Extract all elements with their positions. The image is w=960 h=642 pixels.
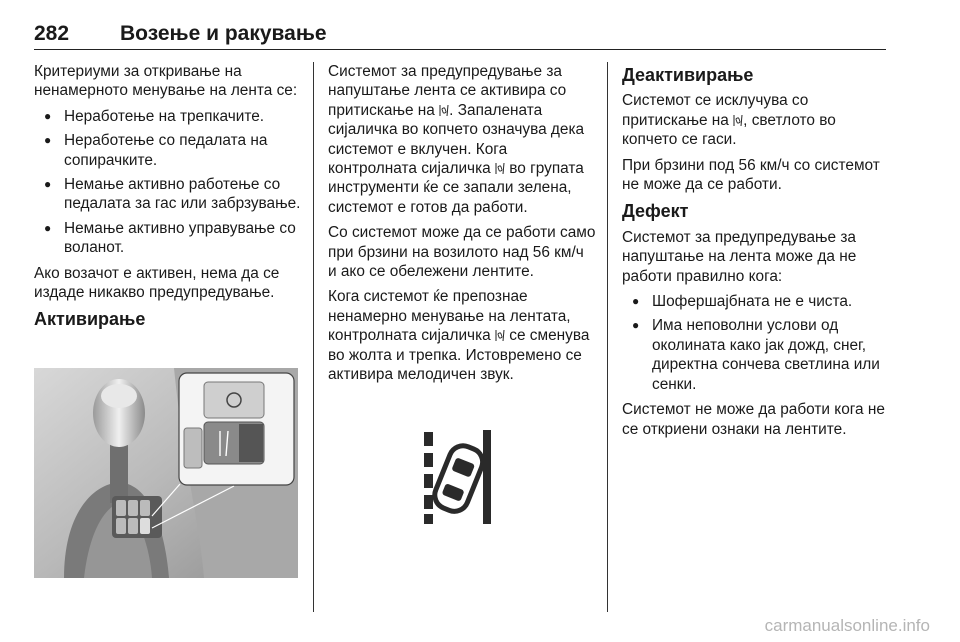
criteria-list — [34, 107, 302, 258]
lane-departure-icon — [439, 104, 449, 117]
gear-shifter-photo — [34, 368, 298, 578]
lane-departure-icon — [733, 114, 743, 127]
criteria-intro: Критериуми за откривање на ненамерното менување на лента се: — [34, 63, 298, 100]
deactivation-paragraph — [622, 91, 890, 149]
section-heading-fault: Дефект — [622, 201, 689, 222]
list-item: ● Немање активно управување со воланот. — [34, 219, 302, 258]
lane-departure-icon — [495, 162, 505, 175]
deactivation-text-a: Системот се исклучува со притискање на — [622, 92, 809, 129]
page-title: Возење и ракување — [120, 22, 327, 45]
column-divider — [313, 62, 314, 612]
column-3 — [622, 62, 890, 445]
column-2 — [328, 62, 596, 391]
activation-text-a: Системот за предупредување за напуштање лента се активира со притискање на — [328, 63, 567, 119]
low-speed-paragraph: При брзини под 56 км/ч со системот не може да се работи. — [622, 156, 880, 194]
deactivation-text-b: , светлото во копчето се гаси. — [622, 111, 836, 149]
list-item: ● Неработење со педалата на сопирачките. — [34, 131, 302, 170]
page-number: 282 — [34, 22, 70, 45]
section-heading-deactivation: Деактивирање — [622, 65, 754, 85]
list-item: ● Неработење на трепкачите. — [34, 107, 302, 126]
list-item: ● Шофершајбната не е чиста. — [622, 292, 890, 311]
lane-departure-warning-diagram — [330, 426, 592, 528]
header-rule — [34, 49, 886, 50]
fault-list — [622, 292, 890, 394]
activation-text-b: . Запалената сијаличка во копчето означува дека системот е вклучен. Кога контролната сијаличка — [328, 101, 585, 178]
lane-departure-icon — [495, 329, 505, 342]
speed-condition-paragraph: Со системот може да се работи само при брзини на возилото над 56 км/ч и ако се обележени лентите. — [328, 224, 596, 281]
page-header — [34, 22, 886, 50]
list-item: ● Има неповолни услови од околината како јак дожд, снег, директна сончева светлина или сенки. — [622, 316, 890, 394]
column-1 — [34, 62, 302, 336]
section-heading-activation: Активирање — [34, 309, 146, 330]
watermark: carmanualsonline.info — [764, 616, 930, 635]
activation-paragraph — [328, 62, 596, 217]
warning-text-a: Кога системот ќе препознае ненамерно менување на лентата, контролната сијаличка — [328, 288, 571, 345]
column-divider — [607, 62, 608, 612]
active-driver-note: Ако возачот е активен, нема да се издаде никакво предупредување. — [34, 264, 280, 302]
activation-text-c: во групата инструменти ќе се запали зелена, системот е готов да работи. — [328, 160, 584, 216]
list-item: ● Немање активно работење со педалата за гас или забрзување. — [34, 175, 302, 214]
warning-text-b: се сменува во жолта и трепка. Истовремено се активира мелодичен звук. — [328, 327, 590, 384]
no-markings-paragraph: Системот не може да работи кога не се откриени ознаки на лентите. — [622, 401, 885, 438]
fault-intro: Системот за предупредување за напуштање на лента може да не работи правилно кога: — [622, 228, 857, 285]
warning-paragraph — [328, 287, 596, 384]
